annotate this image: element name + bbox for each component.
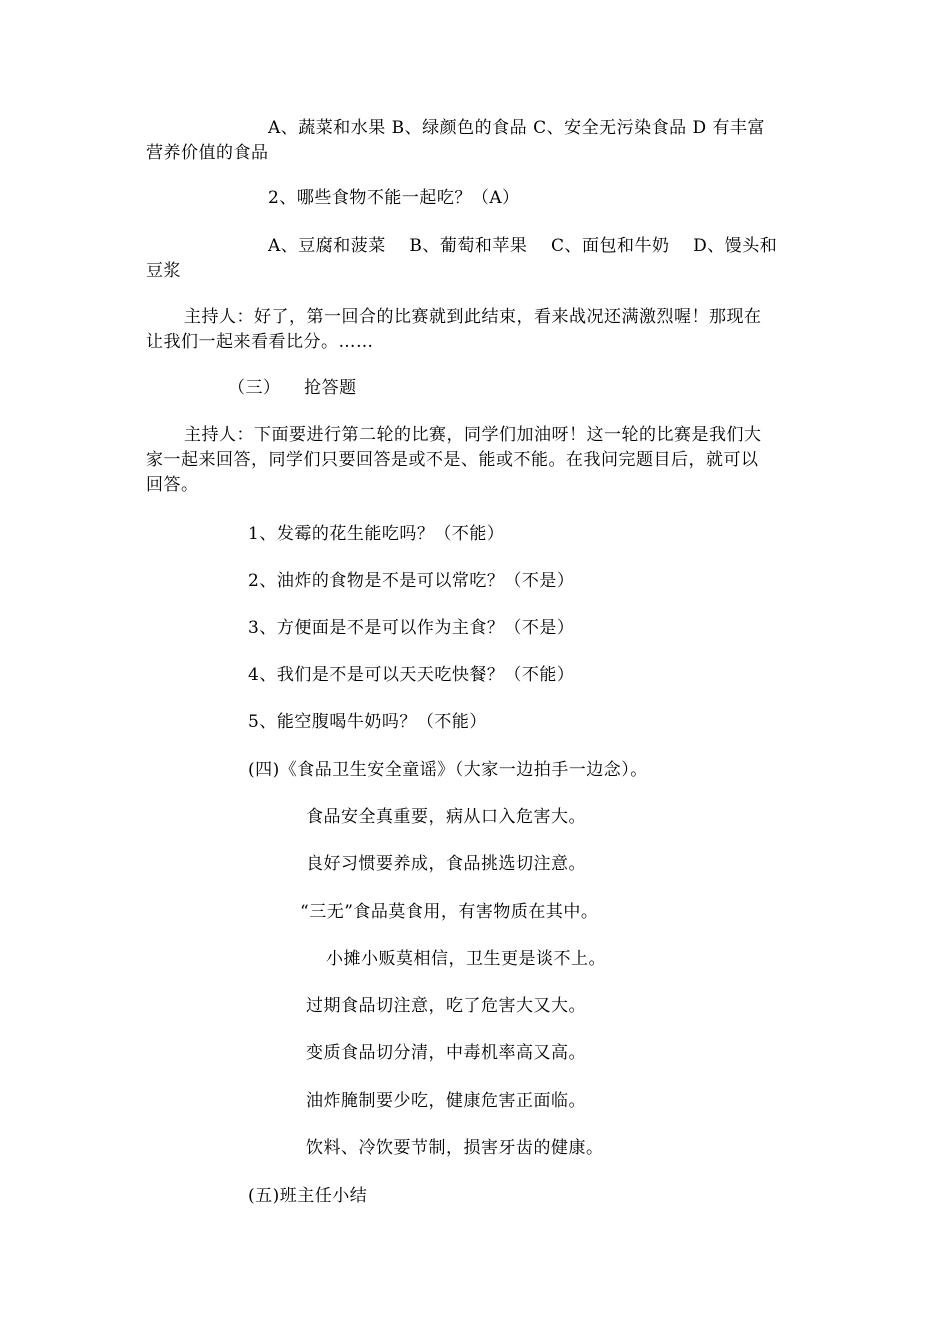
host-paragraph-1-line-2: 让我们一起来看看比分。…… bbox=[146, 332, 374, 352]
host-paragraph-2-line-1: 主持人：下面要进行第二轮的比赛，同学们加油呀！这一轮的比赛是我们大 bbox=[184, 425, 762, 445]
rapid-question-2: 2、油炸的食物是不是可以常吃？（不是） bbox=[248, 571, 575, 591]
section-heading-4: (四)《食品卫生安全童谣》（大家一边拍手一边念）。 bbox=[248, 760, 648, 780]
rapid-question-4: 4、我们是不是可以天天吃快餐？（不能） bbox=[248, 665, 575, 685]
question-2: 2、哪些食物不能一起吃？（A） bbox=[268, 188, 520, 208]
section-heading-5: (五)班主任小结 bbox=[248, 1186, 368, 1206]
rapid-question-1: 1、发霉的花生能吃吗？（不能） bbox=[248, 524, 505, 544]
host-paragraph-2-line-3: 回答。 bbox=[146, 475, 199, 495]
rhyme-line-1: 食品安全真重要，病从口入危害大。 bbox=[306, 807, 586, 827]
rapid-question-3: 3、方便面是不是可以作为主食？（不是） bbox=[248, 618, 575, 638]
section-heading-3: （三） 抢答题 bbox=[228, 378, 357, 398]
host-paragraph-2-line-2: 家一起来回答，同学们只要回答是或不是、能或不能。在我问完题目后，就可以 bbox=[146, 450, 759, 470]
quiz-options-line-1-cont: 营养价值的食品 bbox=[146, 143, 269, 163]
quiz-options-line-1: A、蔬菜和水果 B、绿颜色的食品 C、安全无污染食品 D 有丰富 bbox=[268, 118, 766, 138]
quiz-options-line-2-cont: 豆浆 bbox=[146, 261, 181, 281]
rhyme-line-2: 良好习惯要养成，食品挑选切注意。 bbox=[306, 854, 586, 874]
rapid-question-5: 5、能空腹喝牛奶吗？（不能） bbox=[248, 712, 487, 732]
rhyme-line-6: 变质食品切分清，中毒机率高又高。 bbox=[306, 1043, 586, 1063]
rhyme-line-3: “三无”食品莫食用，有害物质在其中。 bbox=[300, 902, 599, 922]
quiz-options-line-2: A、豆腐和菠菜 B、葡萄和苹果 C、面包和牛奶 D、馒头和 bbox=[268, 236, 778, 256]
rhyme-line-8: 饮料、冷饮要节制，损害牙齿的健康。 bbox=[306, 1138, 604, 1158]
rhyme-line-5: 过期食品切注意，吃了危害大又大。 bbox=[306, 996, 586, 1016]
rhyme-line-4: 小摊小贩莫相信，卫生更是谈不上。 bbox=[326, 949, 606, 969]
rhyme-line-7: 油炸腌制要少吃，健康危害正面临。 bbox=[306, 1091, 586, 1111]
host-paragraph-1-line-1: 主持人：好了，第一回合的比赛就到此结束，看来战况还满激烈喔！那现在 bbox=[184, 307, 762, 327]
